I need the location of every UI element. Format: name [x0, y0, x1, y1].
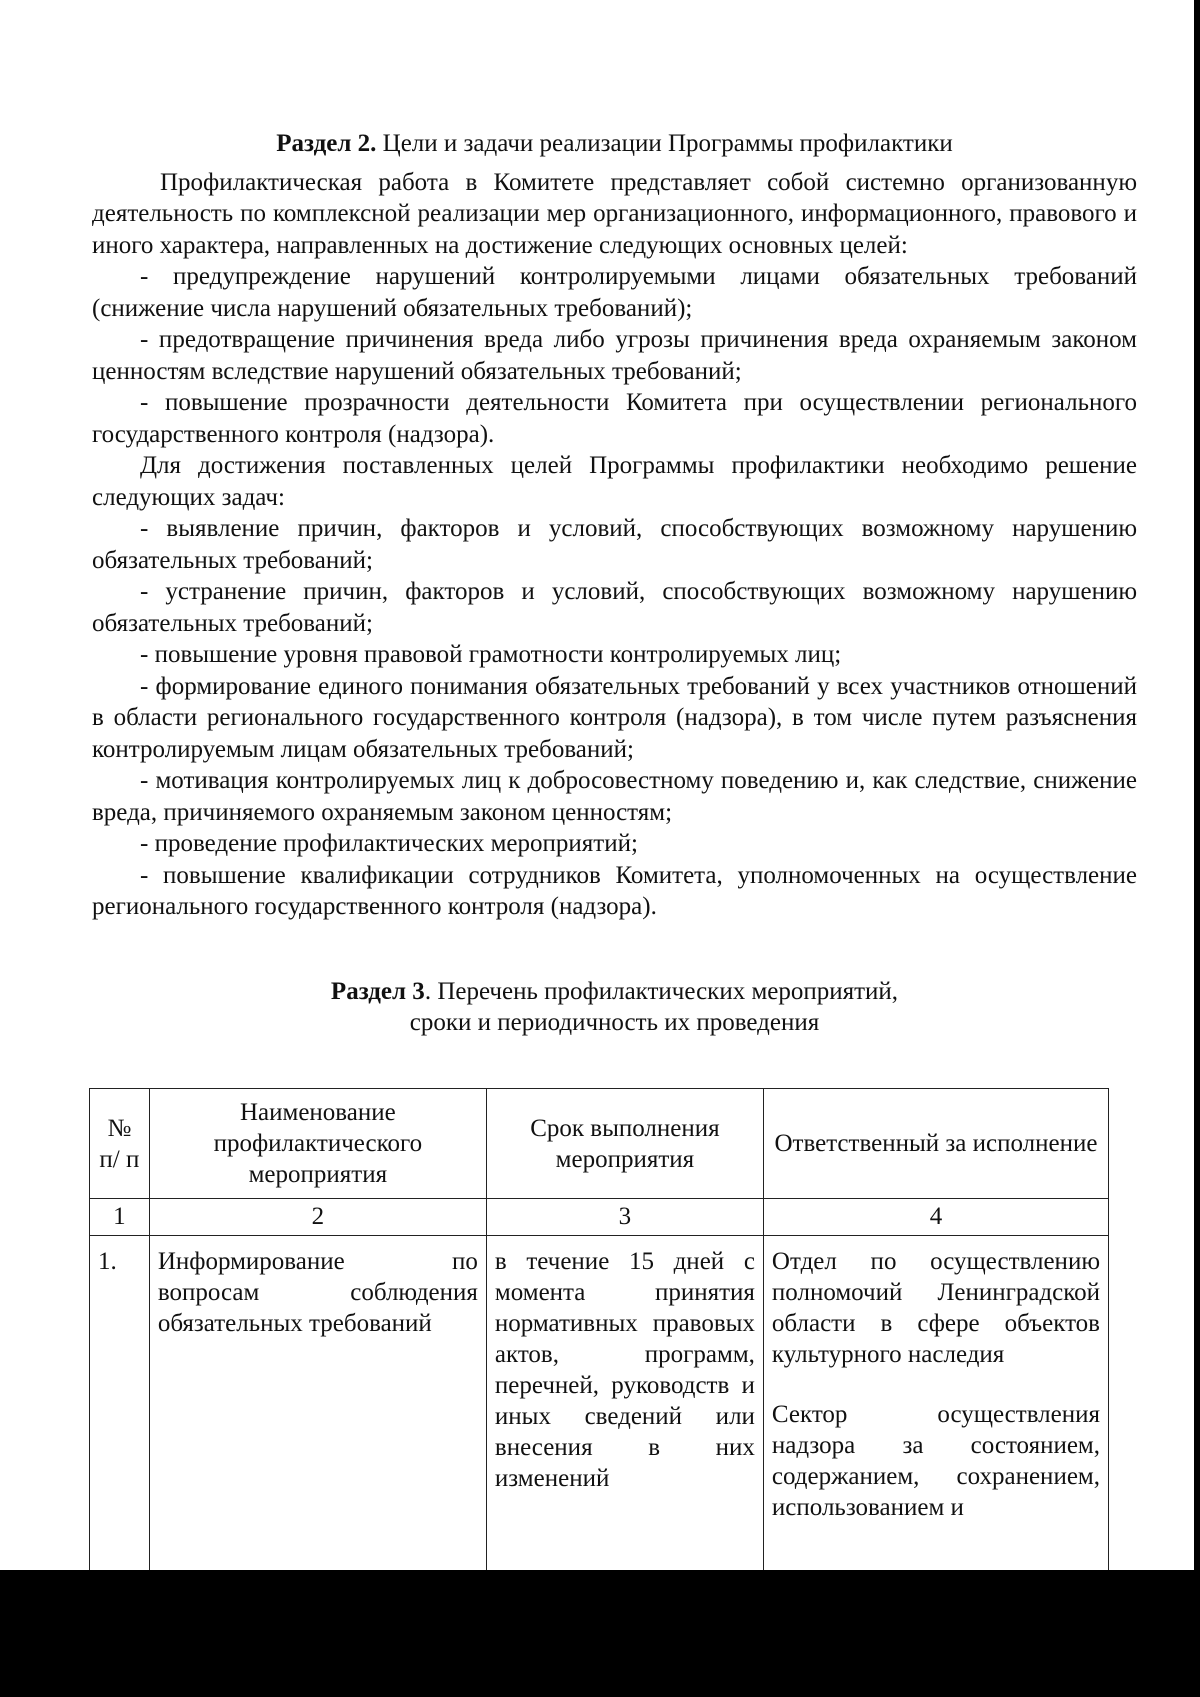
measure-term: в течение 15 дней с момента принятия нормативных правовых актов, программ, перечней, руководств и иных сведений или внесения в них изменений: [486, 1236, 763, 1586]
header-responsible: Ответственный за исполнение: [763, 1089, 1108, 1199]
column-number: 2: [149, 1199, 486, 1236]
section2-heading: [92, 128, 1137, 160]
section3-heading-line2: сроки и периодичность их проведения: [409, 1009, 820, 1036]
task-item: - проведение профилактических мероприятий;: [140, 830, 638, 857]
task-item: - повышение квалификации сотрудников Комитета, уполномоченных на осуществление регионального государственного контроля (надзора).: [92, 861, 1137, 920]
column-number: 3: [486, 1199, 763, 1236]
measures-table-wrapper: [89, 1088, 1109, 1586]
scan-edge: [1194, 0, 1200, 1570]
section2-heading-bold: Раздел 2.: [276, 130, 377, 157]
task-item: - мотивация контролируемых лиц к добросовестному поведению и, как следствие, снижение вреда, причиняемого охраняемым законом ценностям;: [92, 767, 1137, 826]
task-item: - повышение уровня правовой грамотности контролируемых лиц;: [140, 641, 842, 668]
task-item: - формирование единого понимания обязательных требований у всех участников отношений в области регионального государственного контроля (надзора), в том числе путем разъяснения контролируемым лицам обязательных требований;: [92, 672, 1137, 763]
header-number: № п/ п: [90, 1089, 150, 1199]
goal-item: - повышение прозрачности деятельности Комитета при осуществлении регионального государственного контроля (надзора).: [92, 389, 1137, 448]
section3-heading-bold: Раздел 3: [330, 977, 425, 1005]
responsible-department: Отдел по осуществлению полномочий Ленинградской области в сфере объектов культурного наследия: [771, 1248, 1100, 1368]
section3-heading: [92, 976, 1137, 1039]
goal-item: - предупреждение нарушений контролируемыми лицами обязательных требований (снижение числа нарушений обязательных требований);: [92, 263, 1137, 322]
measure-name: Информирование по вопросам соблюдения обязательных требований: [149, 1236, 486, 1586]
column-number: 1: [90, 1199, 150, 1236]
column-number-row: [90, 1199, 1109, 1236]
responsible-sector: Сектор осуществления надзора за состоянием, содержанием, сохранением, использованием и: [771, 1401, 1100, 1521]
row-number: 1.: [90, 1236, 150, 1586]
measures-table: [89, 1088, 1109, 1586]
scan-bottom-band: [0, 1570, 1200, 1697]
column-number: 4: [763, 1199, 1108, 1236]
paragraph: Для достижения поставленных целей Программы профилактики необходимо решение следующих задач:: [92, 452, 1137, 511]
section3-heading-text: . Перечень профилактических мероприятий,: [424, 977, 899, 1005]
section2-heading-text: Цели и задачи реализации Программы профилактики: [376, 130, 953, 157]
task-item: - выявление причин, факторов и условий, способствующих возможному нарушению обязательных требований;: [92, 515, 1137, 574]
table-row: [90, 1236, 1109, 1586]
document-body: [92, 128, 1137, 1039]
task-item: - устранение причин, факторов и условий, способствующих возможному нарушению обязательных требований;: [92, 578, 1137, 637]
paragraph: Профилактическая работа в Комитете представляет собой системно организованную деятельность по комплексной реализации мер организационного, информационного, правового и иного характера, направленных на достижение следующих основных целей:: [92, 168, 1137, 259]
table-header-row: [90, 1089, 1109, 1199]
measure-responsible: [763, 1236, 1108, 1586]
header-term: Срок выполнения мероприятия: [486, 1089, 763, 1199]
header-name: Наименование профилактического мероприятия: [149, 1089, 486, 1199]
goal-item: - предотвращение причинения вреда либо угрозы причинения вреда охраняемым законом ценностям вследствие нарушений обязательных требований;: [92, 326, 1137, 385]
